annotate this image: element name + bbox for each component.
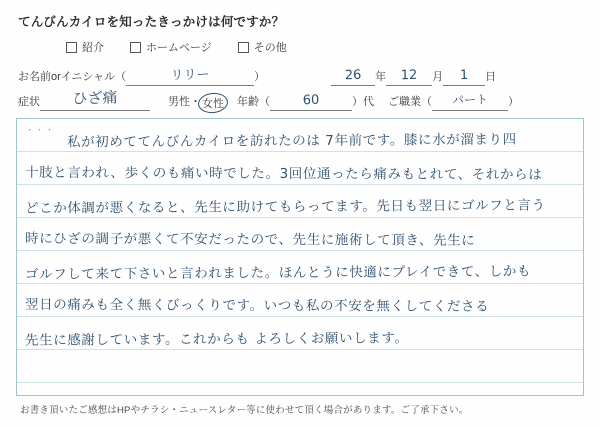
age-value: 60 [302,92,320,109]
symptom-input[interactable] [40,90,150,111]
date-day-unit: 日 [485,71,497,83]
date-month-unit: 月 [432,71,444,83]
date-month-input[interactable] [386,65,432,86]
symptom-label: 症状 [18,96,40,108]
testimonial-textarea[interactable] [16,118,584,396]
handwritten-line: どこか体調が悪くなると、先生に助けてもらってます。先日も翌日にゴルフと言う [24,197,546,217]
checkbox-icon[interactable] [66,42,77,53]
source-checkbox-row [66,39,586,55]
name-and-date-row [18,64,586,86]
name-value: リリー [170,67,210,84]
checkbox-option-homepage[interactable] [130,39,212,55]
date-year-value: 26 [344,67,362,84]
occupation-close-paren: ） [508,96,519,108]
date-day-input[interactable] [443,65,485,86]
footer-note: お書き頂いたご感想はHPやチラシ・ニュースレター等に使わせて頂く場合があります。ご了承下さい。 [20,405,469,416]
checkbox-option-other[interactable] [238,39,287,55]
name-input[interactable] [126,65,254,86]
checkbox-label: ホームページ [146,42,212,54]
age-unit: ）代 [352,96,374,108]
age-label: 年齢（ [237,96,270,108]
name-label: お名前orイニシャル（ [18,71,127,83]
name-close-paren: ） [254,71,266,83]
handwritten-line: 十肢と言われ、歩くのも痛い時でした。3回位通ったら痛みもとれて、それからは [24,164,543,184]
decorative-mark-icon: ・・・ [25,125,56,135]
occupation-input[interactable] [432,90,508,111]
symptom-value: ひざ痛 [72,88,118,108]
page-title: てんびんカイロを知ったきっかけは何ですか？ [18,15,285,29]
date-day-value: 1 [459,67,469,84]
date-year-input[interactable] [331,65,375,86]
checkbox-option-referral[interactable] [66,39,104,55]
date-month-value: 12 [400,67,418,84]
checkbox-label: 紹介 [82,42,104,54]
handwritten-line: 時にひざの調子が悪くて不安だったので、先生に施術して頂き、先生に [24,230,476,249]
handwritten-line: 先生に感謝しています。これからも よろしくお願いします。 [24,330,409,349]
age-input[interactable] [270,90,352,111]
checkbox-label: その他 [253,42,287,54]
checkbox-icon[interactable] [130,42,141,53]
handwritten-line: 翌日の痛みも全く無くびっくりです。いつも私の不安を無くしてくださる [24,296,490,315]
occupation-value: パート [451,92,489,108]
date-year-unit: 年 [375,71,387,83]
handwriting-lines [17,119,583,395]
symptom-gender-age-row [18,89,586,111]
handwritten-line: ゴルフして来て下さいと言われました。ほんとうに快適にプレイできて、しかも [24,263,532,283]
occupation-label: ご職業（ [388,96,432,108]
gender-label-female[interactable]: 女性 [201,95,225,111]
gender-label-male[interactable]: 男性・ [168,96,201,108]
handwritten-line: 私が初めててんびんカイロを訪れたのは 7年前です。膝に水が溜まり四 [66,131,517,151]
checkbox-icon[interactable] [238,42,249,53]
